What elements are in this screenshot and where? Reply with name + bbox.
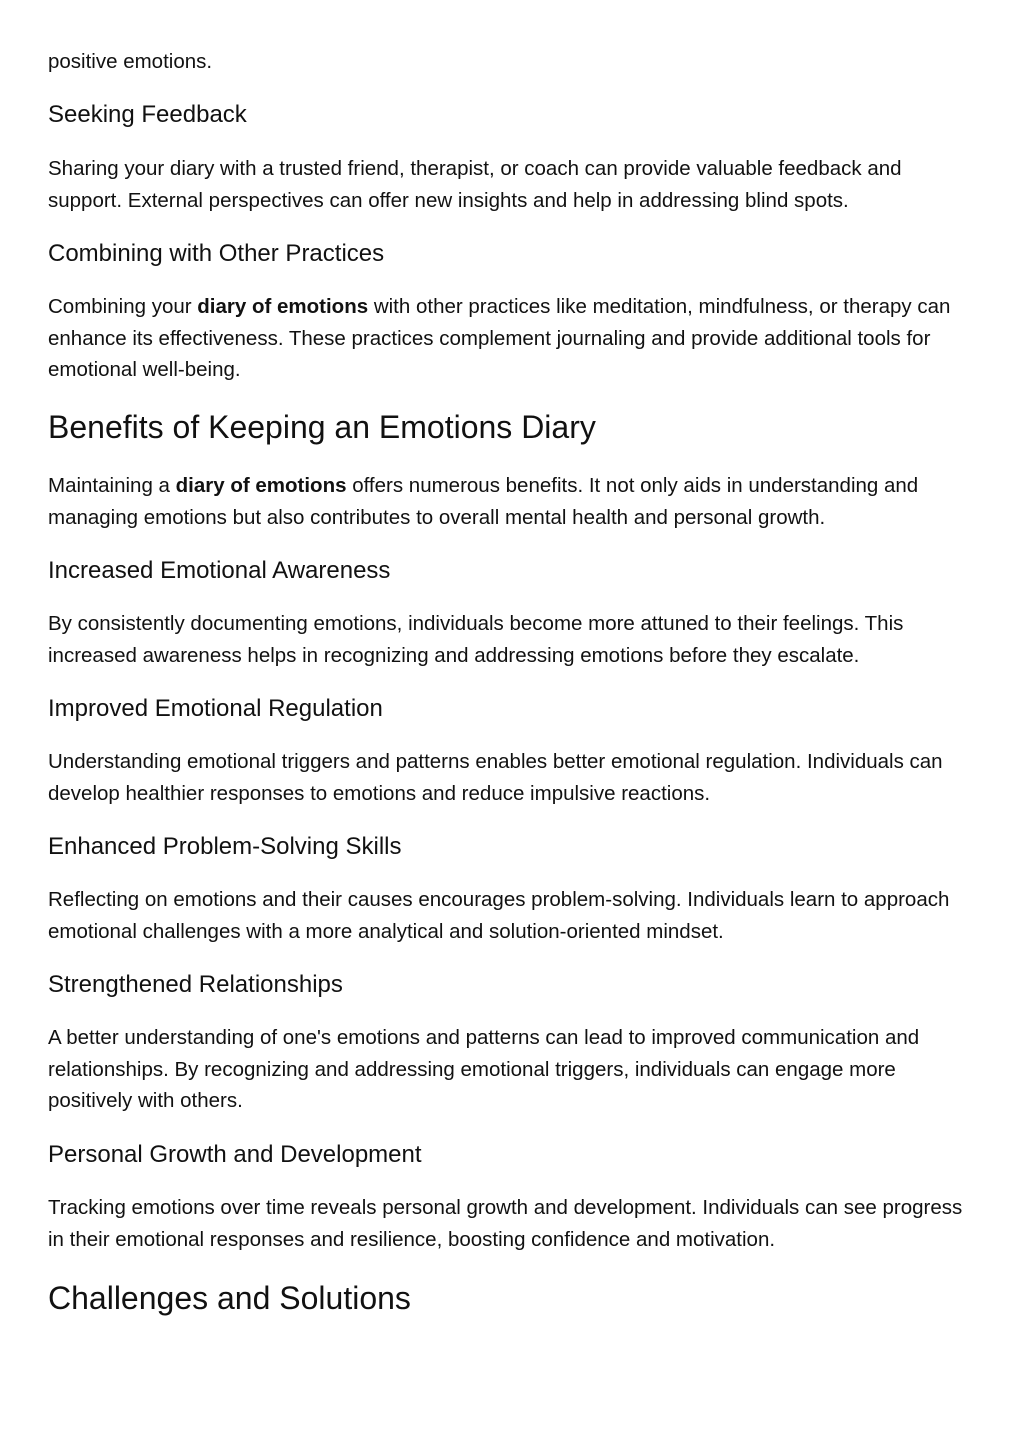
heading-relationships: Strengthened Relationships	[48, 971, 343, 998]
paragraph-problem-solving: Reflecting on emotions and their causes encourages problem-solving. Individuals learn to approach emotional challenges with a more analytical and solution-oriented mindset.	[48, 888, 950, 943]
paragraph-personal-growth: Tracking emotions over time reveals personal growth and development. Individuals can see progress in their emotional responses and resilience, boosting confidence and motivation.	[48, 1196, 963, 1251]
paragraph-emotional-regulation: Understanding emotional triggers and patterns enables better emotional regulation. Individuals can develop healthier responses to emotions and reduce impulsive reactions.	[48, 750, 943, 805]
paragraph-text: offers numerous benefits. It not only aids in understanding and managing emotions but also contributes to overall mental health and personal growth.	[48, 474, 919, 529]
paragraph-text: Maintaining a	[48, 474, 176, 497]
paragraph-seeking-feedback: Sharing your diary with a trusted friend, therapist, or coach can provide valuable feedback and support. External perspectives can offer new insights and help in addressing blind spots.	[48, 157, 902, 212]
heading-emotional-awareness: Increased Emotional Awareness	[48, 557, 391, 584]
heading-emotional-regulation: Improved Emotional Regulation	[48, 695, 383, 722]
heading-problem-solving: Enhanced Problem-Solving Skills	[48, 833, 402, 860]
heading-benefits: Benefits of Keeping an Emotions Diary	[48, 409, 596, 445]
paragraph-intro-tail: positive emotions.	[48, 50, 213, 73]
paragraph-text: Combining your	[48, 295, 198, 318]
paragraph-emotional-awareness: By consistently documenting emotions, individuals become more attuned to their feelings. This increased awareness helps in recognizing and addressing emotions before they escalate.	[48, 612, 904, 667]
paragraph-benefits	[48, 470, 978, 533]
bold-keyword: diary of emotions	[197, 295, 369, 318]
paragraph-text: with other practices like meditation, mindfulness, or therapy can enhance its effectiveness. These practices complement journaling and provide additional tools for emotional well-being.	[48, 295, 951, 381]
paragraph-combining-practices	[48, 291, 978, 386]
heading-seeking-feedback: Seeking Feedback	[48, 101, 247, 128]
bold-keyword: diary of emotions	[175, 474, 347, 497]
paragraph-relationships: A better understanding of one's emotions and patterns can lead to improved communication and relationships. By recognizing and addressing emotional triggers, individuals can engage more positively with others.	[48, 1026, 920, 1112]
heading-challenges: Challenges and Solutions	[48, 1280, 411, 1316]
heading-combining-practices: Combining with Other Practices	[48, 240, 385, 267]
heading-personal-growth: Personal Growth and Development	[48, 1141, 422, 1168]
